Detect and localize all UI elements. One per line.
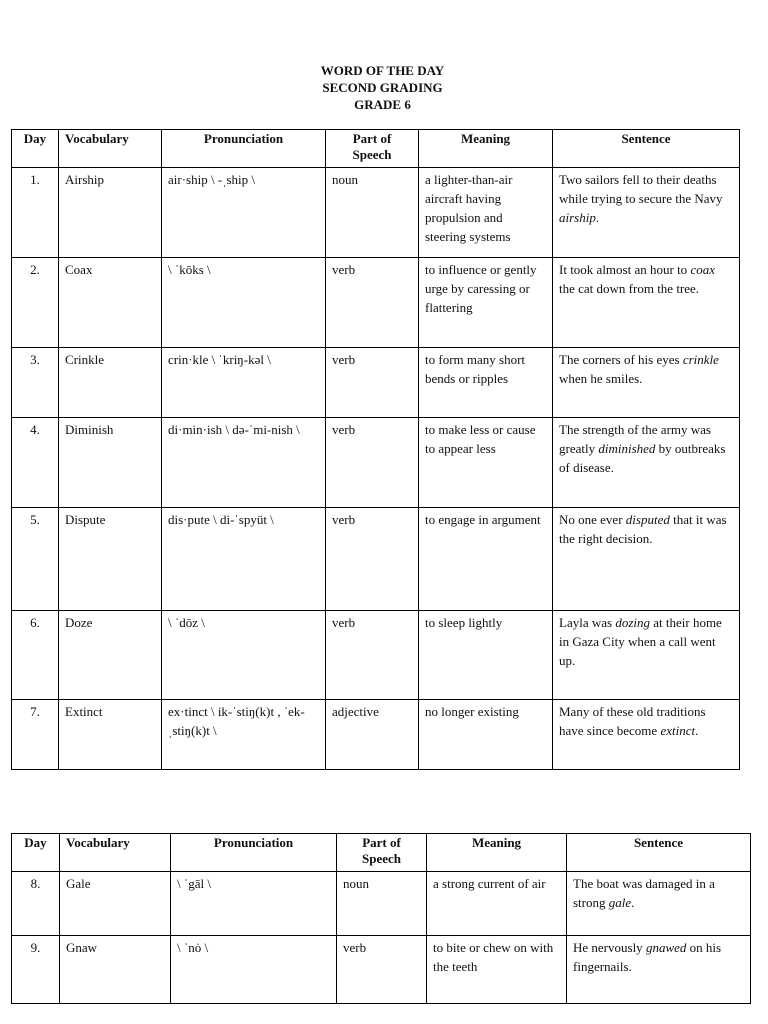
- sentence-text: by outbreaks of disease.: [559, 441, 726, 475]
- pronunciation-cell: \ ˈdōz \: [162, 611, 326, 700]
- vocabulary-cell: Diminish: [59, 418, 162, 508]
- header-meaning: Meaning: [427, 834, 567, 872]
- sentence-highlighted-word: extinct: [660, 723, 696, 738]
- sentence-highlighted-word: gale: [608, 895, 632, 910]
- part-of-speech-cell: adjective: [326, 700, 419, 770]
- header-part-of-speech: Part of Speech: [337, 834, 427, 872]
- header-vocabulary: Vocabulary: [59, 130, 162, 168]
- table-row: [12, 168, 740, 258]
- pronunciation-cell: dis·pute \ di-ˈspyüt \: [162, 508, 326, 611]
- vocabulary-table-1: [11, 129, 740, 770]
- meaning-cell: no longer existing: [419, 700, 553, 770]
- header-day: Day: [12, 834, 60, 872]
- part-of-speech-cell: verb: [337, 936, 427, 1004]
- vocabulary-cell: Coax: [59, 258, 162, 348]
- vocabulary-table-2: [11, 833, 751, 1004]
- vocabulary-cell: Gnaw: [60, 936, 171, 1004]
- pronunciation-cell: \ ˈnȯ \: [171, 936, 337, 1004]
- day-cell: 2.: [12, 258, 59, 348]
- header-sentence: Sentence: [567, 834, 751, 872]
- title-line-3: GRADE 6: [354, 97, 411, 112]
- sentence-text: The corners of his eyes: [559, 352, 683, 367]
- pronunciation-cell: ex·tinct \ ik-ˈstiŋ(k)t , ˈek-ˌstiŋ(k)t \: [162, 700, 326, 770]
- pronunciation-cell: \ ˈkōks \: [162, 258, 326, 348]
- table-header-row: [12, 130, 740, 168]
- header-pronunciation: Pronunciation: [162, 130, 326, 168]
- header-sentence: Sentence: [553, 130, 740, 168]
- sentence-text: The boat was damaged in a strong: [573, 876, 715, 910]
- sentence-cell: [553, 700, 740, 770]
- sentence-text: that it was the right decision.: [559, 512, 727, 546]
- sentence-cell: [567, 936, 751, 1004]
- pronunciation-cell: \ ˈgāl \: [171, 872, 337, 936]
- part-of-speech-cell: verb: [326, 611, 419, 700]
- sentence-highlighted-word: disputed: [625, 512, 670, 527]
- meaning-cell: to sleep lightly: [419, 611, 553, 700]
- table-row: [12, 700, 740, 770]
- part-of-speech-cell: verb: [326, 508, 419, 611]
- day-cell: 5.: [12, 508, 59, 611]
- meaning-cell: to make less or cause to appear less: [419, 418, 553, 508]
- part-of-speech-cell: verb: [326, 348, 419, 418]
- sentence-highlighted-word: diminished: [598, 441, 656, 456]
- table-row: [12, 872, 751, 936]
- title-line-1: WORD OF THE DAY: [320, 63, 445, 78]
- sentence-cell: [553, 508, 740, 611]
- sentence-text: .: [631, 895, 635, 910]
- title-line-2: SECOND GRADING: [322, 80, 443, 95]
- sentence-cell: [553, 258, 740, 348]
- part-of-speech-cell: verb: [326, 258, 419, 348]
- sentence-text: .: [595, 210, 600, 225]
- sentence-cell: [553, 168, 740, 258]
- sentence-text: No one ever: [559, 512, 626, 527]
- sentence-text: The strength of the army was greatly: [559, 422, 711, 456]
- vocabulary-cell: Dispute: [59, 508, 162, 611]
- pronunciation-cell: di·min·ish \ də-ˈmi-nish \: [162, 418, 326, 508]
- sentence-text: .: [695, 723, 699, 738]
- sentence-text: Layla was: [559, 615, 616, 630]
- sentence-cell: [553, 348, 740, 418]
- part-of-speech-cell: noun: [326, 168, 419, 258]
- sentence-highlighted-word: dozing: [615, 615, 650, 630]
- sentence-text: when he smiles.: [559, 371, 643, 386]
- day-cell: 1.: [12, 168, 59, 258]
- day-cell: 3.: [12, 348, 59, 418]
- header-pronunciation: Pronunciation: [171, 834, 337, 872]
- meaning-cell: to engage in argument: [419, 508, 553, 611]
- table-header-row: [12, 834, 751, 872]
- table-row: [12, 508, 740, 611]
- vocabulary-cell: Gale: [60, 872, 171, 936]
- header-vocabulary: Vocabulary: [60, 834, 171, 872]
- meaning-cell: to bite or chew on with the teeth: [427, 936, 567, 1004]
- sentence-highlighted-word: coax: [690, 262, 715, 277]
- table-row: [12, 418, 740, 508]
- day-cell: 4.: [12, 418, 59, 508]
- sentence-text: Two sailors fell to their deaths while trying to secure the Navy: [559, 172, 723, 206]
- sentence-text: He nervously: [573, 940, 646, 955]
- sentence-cell: [567, 872, 751, 936]
- sentence-highlighted-word: gnawed: [645, 940, 687, 955]
- meaning-cell: a lighter-than-air aircraft having propulsion and steering systems: [419, 168, 553, 258]
- sentence-text: at their home in Gaza City when a call went up.: [559, 615, 722, 668]
- sentence-highlighted-word: crinkle: [682, 352, 719, 367]
- day-cell: 9.: [12, 936, 60, 1004]
- day-cell: 8.: [12, 872, 60, 936]
- sentence-highlighted-word: airship: [559, 210, 596, 225]
- sentence-text: Many of these old traditions have since become: [559, 704, 706, 738]
- meaning-cell: to form many short bends or ripples: [419, 348, 553, 418]
- sentence-text: on his fingernails.: [573, 940, 722, 974]
- header-part-of-speech: Part of Speech: [326, 130, 419, 168]
- day-cell: 7.: [12, 700, 59, 770]
- pronunciation-cell: air·ship \ -ˌship \: [162, 168, 326, 258]
- part-of-speech-cell: noun: [337, 872, 427, 936]
- table-row: [12, 936, 751, 1004]
- header-meaning: Meaning: [419, 130, 553, 168]
- document-title: [0, 62, 768, 113]
- table-row: [12, 348, 740, 418]
- sentence-text: the cat down from the tree.: [559, 281, 700, 296]
- pronunciation-cell: crin·kle \ ˈkriŋ-kəl \: [162, 348, 326, 418]
- meaning-cell: to influence or gently urge by caressing or flattering: [419, 258, 553, 348]
- vocabulary-cell: Crinkle: [59, 348, 162, 418]
- meaning-cell: a strong current of air: [427, 872, 567, 936]
- sentence-cell: [553, 418, 740, 508]
- vocabulary-cell: Extinct: [59, 700, 162, 770]
- table-row: [12, 258, 740, 348]
- vocabulary-cell: Doze: [59, 611, 162, 700]
- part-of-speech-cell: verb: [326, 418, 419, 508]
- sentence-cell: [553, 611, 740, 700]
- day-cell: 6.: [12, 611, 59, 700]
- table-row: [12, 611, 740, 700]
- vocabulary-cell: Airship: [59, 168, 162, 258]
- sentence-text: It took almost an hour to: [559, 262, 691, 277]
- header-day: Day: [12, 130, 59, 168]
